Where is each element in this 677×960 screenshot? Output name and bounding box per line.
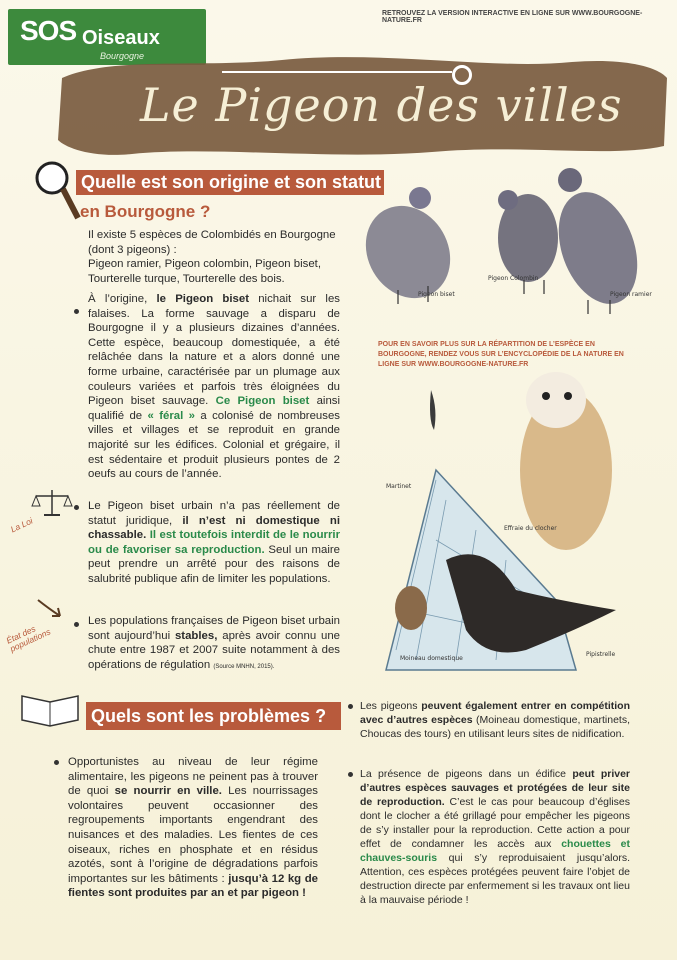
top-notice: RETROUVEZ LA VERSION INTERACTIVE EN LIGNE SUR WWW.BOURGOGNE-NATURE.FR (382, 10, 643, 24)
bullet (74, 309, 79, 314)
church-paragraph: La présence de pigeons dans un édifice peut priver d’autres espèces sauvages et protégées de leur site de reproduction. C’est le cas pour beaucoup d’églises dont le clocher a été grillagé pour empêcher les pigeons de s’y installer pour la reproduction. Cette action a pour effet de condamner les accès aux chouettes et chauves-souris qui s’y reproduisaient jusqu’alors. Attention, ces espèces protégées peuvent faire l’objet de destruction directe par enfermement si les travaux ont lieu à la mauvaise période ! (360, 768, 631, 906)
intro-paragraph (88, 228, 348, 286)
page-title: Le Pigeon des villes (140, 78, 623, 132)
intro-line-4: Tourterelle turque, Tourterelle des bois. (88, 272, 285, 285)
section-origin-heading-2: en Bourgogne ? (80, 202, 211, 221)
bullet (54, 760, 59, 765)
bullet (74, 505, 79, 510)
logo-oiseaux: Oiseaux (82, 27, 160, 49)
magnifier-icon (32, 158, 82, 224)
label-biset: Pigeon biset (418, 291, 455, 298)
competition-paragraph: Les pigeons peuvent également entrer en compétition avec d’autres espèces (Moineau domestique, martinets, Choucas des tours) en utilisant leurs sites de nidification. (360, 700, 630, 740)
bullet (74, 622, 79, 627)
book-icon (18, 690, 82, 730)
intro-line-1: Il existe 5 espèces de Colombidés en Bourgogne (88, 229, 336, 241)
label-colombin: Pigeon Colombin (488, 275, 539, 282)
more-info-note: POUR EN SAVOIR PLUS SUR LA RÉPARTITION DE L’ESPÈCE EN BOURGOGNE, RENDEZ VOUS SUR L’ENCYCLOPÉDIE DE LA NATURE EN LIGNE SUR WWW.BOURGOGNE-NATURE.FR (378, 341, 624, 368)
origin-paragraph: À l’origine, le Pigeon biset nichait sur les falaises. La forme sauvage a disparu de Bourgogne il y a plusieurs dizaines d’années. Cette espèce, beaucoup domestiquée, a été relâchée dans la nature et a alors donné une forme urbaine, caractérisée par un plumage aux couleurs variées et parfois très éloignées du Pigeon biset sauvage. Ce Pigeon biset ainsi qualifié de « féral » a colonisé de nombreuses villes et villages et se reproduit en grande majorité sur les édifices. Colonial et grégaire, il est sédentaire et produit plusieurs pontes de 2 oeufs au cours de l’année. (88, 293, 341, 481)
section-problems-heading: Quels sont les problèmes ? (86, 702, 341, 730)
bullet (348, 772, 353, 777)
logo-sos: SOS (20, 15, 77, 46)
pigeons-illustration (348, 160, 668, 330)
label-martinet: Martinet (386, 483, 412, 490)
law-paragraph: Le Pigeon biset urbain n’a pas réellement de statut juridique, il n’est ni domestique ni chassable. Il est toutefois interdit de le nourrir ou de favoriser sa reproduction. Seul un maire peut prendre un arrêté pour des raisons de salubrité publique afin de limiter les populations. (88, 500, 340, 585)
section-origin-heading: Quelle est son origine et son statut (76, 170, 384, 195)
label-ramier: Pigeon ramier (610, 291, 652, 298)
logo-region: Bourgogne (100, 51, 145, 61)
church-wildlife-illustration (376, 360, 671, 695)
label-pipistrelle: Pipistrelle (586, 651, 616, 658)
food-paragraph: Opportunistes au niveau de leur régime alimentaire, les pigeons ne peinent pas à trouver de quoi se nourrir en ville. Les nourrissages volontaires peuvent occasionner des regroupements importants engendrant des nuisances et des maladies. Les fientes de ces oiseaux, riches en phosphate et en résidus azotés, sont à l’origine de dégradations parfois importantes sur les bâtiments : jusqu’à 12 kg de fientes sont produites par an et par pigeon ! (68, 756, 318, 900)
label-effraie: Effraie du clocher (504, 525, 557, 532)
law-side-label: La Loi (8, 515, 35, 535)
bullet (348, 704, 353, 709)
population-paragraph: Les populations françaises de Pigeon biset urbain sont aujourd’hui stables, après avoir connu une chute entre 1987 et 2007 suite notamment à des opérations de régulation (Source MNHN, 2015). (88, 615, 341, 671)
intro-line-3: Pigeon ramier, Pigeon colombin, Pigeon biset, (88, 258, 322, 271)
label-moineau: Moineau domestique (400, 655, 463, 662)
intro-line-2: (dont 3 pigeons) : (88, 243, 177, 256)
population-side-label: État des populations (4, 623, 53, 654)
scales-icon (30, 488, 74, 518)
